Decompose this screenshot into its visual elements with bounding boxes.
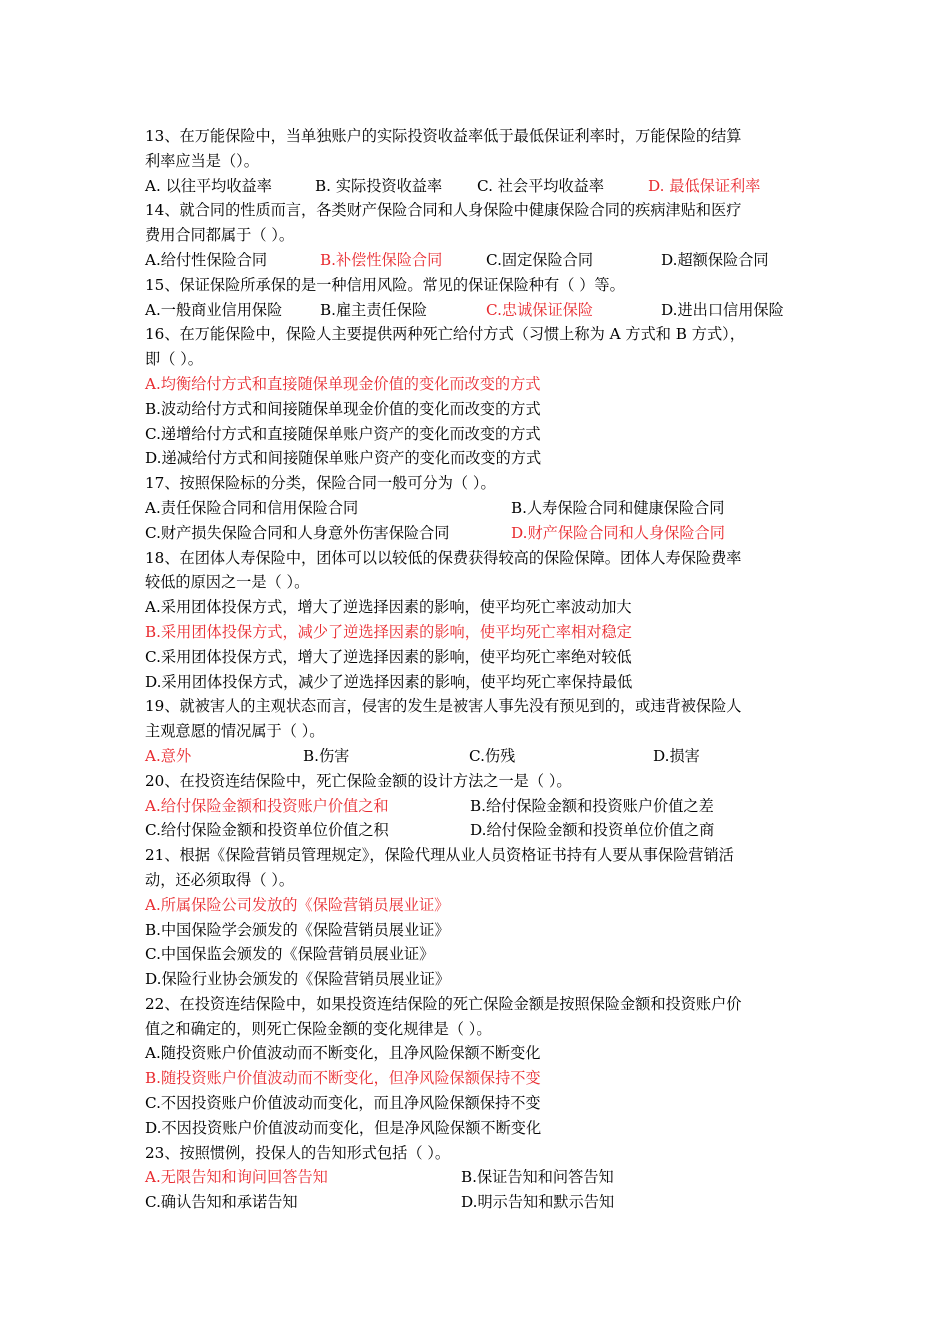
question-22-option-d: D.不因投资账户价值波动而变化，但是净风险保额不断变化 [145, 1118, 542, 1137]
question-21-stem-line-1: 21、根据《保险营销员管理规定》，保险代理从业人员资格证书持有人要从事保险营销活 [145, 846, 734, 865]
question-16-option-c: C.递增给付方式和直接随保单账户资产的变化而改变的方式 [145, 424, 541, 443]
question-13-stem-line-1: 13、在万能保险中，当单独账户的实际投资收益率低于最低保证利率时，万能保险的结算 [145, 127, 742, 145]
question-13-option-a: A. 以往平均收益率 [145, 176, 272, 195]
question-18-option-c: C.采用团体投保方式，增大了逆选择因素的影响，使平均死亡率绝对较低 [145, 647, 632, 666]
question-14-option-c: C.固定保险合同 [486, 250, 594, 269]
question-20-option-a-answer: A.给付保险金额和投资账户价值之和 [145, 796, 389, 815]
question-17-option-d-answer: D.财产保险合同和人身保险合同 [511, 523, 725, 542]
question-22-option-c: C.不因投资账户价值波动而变化，而且净风险保额保持不变 [145, 1094, 541, 1113]
question-20-option-b: B.给付保险金额和投资账户价值之差 [470, 796, 714, 815]
question-17-option-c: C.财产损失保险合同和人身意外伤害保险合同 [145, 523, 450, 542]
question-18-stem-line-2: 较低的原因之一是（ ）。 [145, 573, 310, 592]
question-23-option-b: B.保证告知和问答告知 [461, 1168, 614, 1187]
question-18-stem-line-1: 18、在团体人寿保险中，团体可以以较低的保费获得较高的保险保障。团体人寿保险费率 [145, 548, 742, 567]
question-19-option-b: B.伤害 [303, 746, 350, 765]
question-16-option-a-answer: A.均衡给付方式和直接随保单现金价值的变化而改变的方式 [145, 374, 541, 393]
question-19-option-c: C.伤残 [469, 746, 516, 765]
question-13-option-b: B. 实际投资收益率 [315, 176, 443, 195]
question-22-stem-line-1: 22、在投资连结保险中，如果投资连结保险的死亡保险金额是按照保险金额和投资账户价 [145, 994, 742, 1013]
question-19-option-a-answer: A.意外 [145, 746, 192, 765]
question-16-stem-line-2: 即（ ）。 [145, 350, 203, 369]
question-22-option-b-answer: B.随投资账户价值波动而不断变化，但净风险保额保持不变 [145, 1069, 541, 1088]
question-16-option-d: D.递减给付方式和间接随保单账户资产的变化而改变的方式 [145, 449, 542, 468]
question-18-option-a: A.采用团体投保方式，增大了逆选择因素的影响，使平均死亡率波动加大 [145, 598, 632, 617]
question-23-options-row-1 [145, 1165, 807, 1190]
question-21-option-d: D.保险行业协会颁发的《保险营销员展业证》 [145, 970, 451, 989]
question-15-option-c-answer: C.忠诚保证保险 [486, 300, 594, 319]
question-17-options-row-1 [145, 496, 807, 521]
question-20-options-row-2 [145, 818, 807, 843]
question-17-option-a: A.责任保险合同和信用保险合同 [145, 498, 359, 517]
question-23-option-c: C.确认告知和承诺告知 [145, 1193, 298, 1212]
question-14-stem-line-2: 费用合同都属于（ ）。 [145, 226, 295, 245]
question-21-option-c: C.中国保监会颁发的《保险营销员展业证》 [145, 945, 435, 964]
question-14-option-d: D.超额保险合同 [661, 250, 769, 269]
question-14-options [145, 248, 807, 273]
question-21-option-a-answer: A.所属保险公司发放的《保险营销员展业证》 [145, 895, 450, 914]
question-23-option-d: D.明示告知和默示告知 [461, 1193, 615, 1212]
question-13-option-c: C. 社会平均收益率 [477, 176, 605, 195]
question-15-stem-line-1: 15、保证保险所承保的是一种信用风险。常见的保证保险种有（ ）等。 [145, 275, 625, 294]
question-18-option-b-answer: B.采用团体投保方式，减少了逆选择因素的影响，使平均死亡率相对稳定 [145, 622, 632, 641]
question-18-option-d: D.采用团体投保方式，减少了逆选择因素的影响，使平均死亡率保持最低 [145, 672, 633, 691]
question-13-option-d-answer: D. 最低保证利率 [648, 176, 761, 195]
question-19-options [145, 744, 807, 769]
question-17-options-row-2 [145, 521, 807, 546]
question-17-stem-line-1: 17、按照保险标的分类，保险合同一般可分为（ ）。 [145, 474, 496, 493]
question-15-option-b: B.雇主责任保险 [320, 300, 428, 319]
question-22-option-a: A.随投资账户价值波动而不断变化，且净风险保额不断变化 [145, 1044, 541, 1063]
question-15-option-d: D.进出口信用保险 [661, 300, 784, 319]
question-15-option-a: A.一般商业信用保险 [145, 300, 283, 319]
question-23-options-row-2 [145, 1190, 807, 1215]
question-13-stem-line-2: 利率应当是（）。 [145, 151, 259, 170]
question-20-option-c: C.给付保险金额和投资单位价值之积 [145, 821, 389, 840]
question-14-option-b-answer: B.补偿性保险合同 [320, 250, 443, 269]
question-17-option-b: B.人寿保险合同和健康保险合同 [511, 498, 725, 517]
question-19-option-d: D.损害 [653, 746, 700, 765]
question-document [145, 124, 807, 1215]
question-19-stem-line-1: 19、就被害人的主观状态而言，侵害的发生是被害人事先没有预见到的，或违背被保险人 [145, 697, 742, 716]
question-20-options-row-1 [145, 794, 807, 819]
question-20-stem-line-1: 20、在投资连结保险中，死亡保险金额的设计方法之一是（ ）。 [145, 771, 572, 790]
question-16-option-b: B.波动给付方式和间接随保单现金价值的变化而改变的方式 [145, 399, 541, 418]
question-15-options [145, 298, 807, 323]
question-16-stem-line-1: 16、在万能保险中，保险人主要提供两种死亡给付方式（习惯上称为 A 方式和 B 方式）， [145, 325, 745, 344]
question-23-stem-line-1: 23、按照惯例，投保人的告知形式包括（ ）。 [145, 1143, 451, 1162]
question-21-option-b: B.中国保险学会颁发的《保险营销员展业证》 [145, 920, 450, 939]
question-19-stem-line-2: 主观意愿的情况属于（ ）。 [145, 722, 325, 741]
question-21-stem-line-2: 动，还必须取得（ ）。 [145, 870, 295, 889]
question-14-option-a: A.给付性保险合同 [145, 250, 268, 269]
question-13-options [145, 174, 807, 199]
question-20-option-d: D.给付保险金额和投资单位价值之商 [470, 821, 715, 840]
question-23-option-a-answer: A.无限告知和询问回答告知 [145, 1168, 328, 1187]
question-14-stem-line-1: 14、就合同的性质而言，各类财产保险合同和人身保险中健康保险合同的疾病津贴和医疗 [145, 201, 742, 220]
question-22-stem-line-2: 值之和确定的，则死亡保险金额的变化规律是（ ）。 [145, 1019, 492, 1038]
